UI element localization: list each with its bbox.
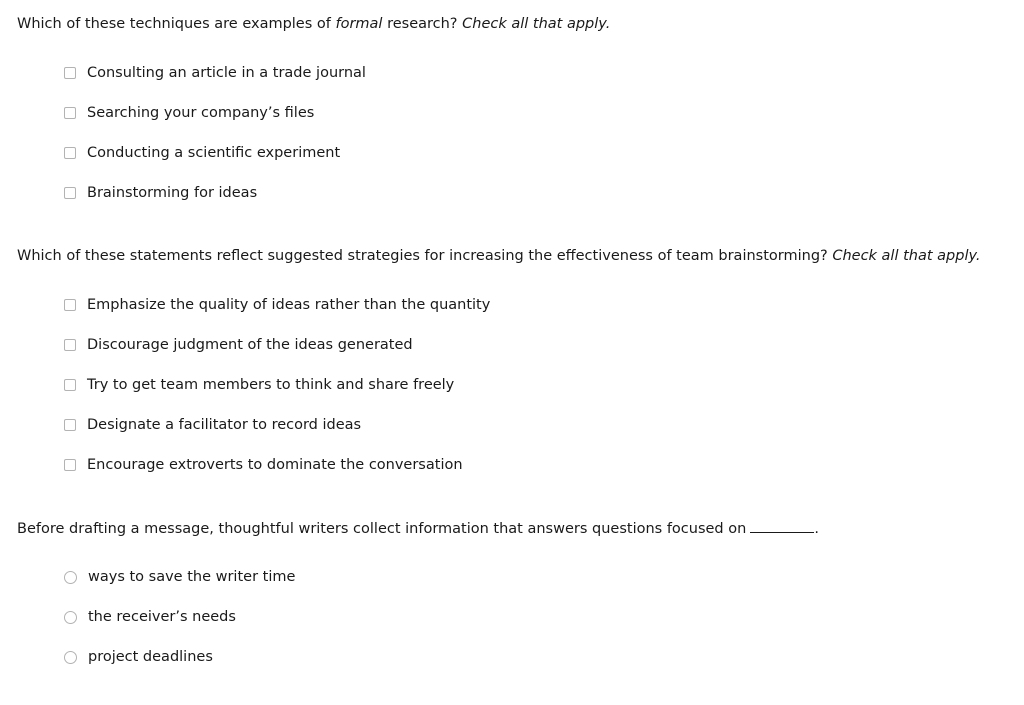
q1-option-scientific-experiment[interactable] [64,144,340,162]
option-label: Discourage judgment of the ideas generated [87,337,413,353]
checkbox[interactable] [64,187,76,199]
option-label: Encourage extroverts to dominate the conversation [87,457,463,473]
q2-option-quality-over-quantity[interactable] [64,296,490,314]
option-label: Conducting a scientific experiment [87,145,341,161]
checkbox[interactable] [64,339,76,351]
checkbox[interactable] [64,67,76,79]
q3-option-project-deadlines[interactable] [64,648,213,666]
question-1-prompt [17,15,610,33]
option-label: ways to save the writer time [88,569,296,585]
q3-option-save-writer-time[interactable] [64,568,295,586]
radio-button[interactable] [64,571,77,584]
question-1-text-start: Which of these techniques are examples of [17,16,336,32]
q2-option-facilitator[interactable] [64,416,361,434]
radio-button[interactable] [64,651,77,664]
checkbox[interactable] [64,107,76,119]
question-2-instruction: Check all that apply. [832,248,981,264]
checkbox[interactable] [64,379,76,391]
q2-option-extroverts-dominate[interactable] [64,456,463,474]
question-2-text: Which of these statements reflect suggested strategies for increasing the effectiveness of team brainstorming? [17,248,833,264]
option-label: Searching your company’s files [87,105,315,121]
option-label: project deadlines [88,649,213,665]
answer-blank [750,519,814,533]
option-label: Consulting an article in a trade journal [87,65,366,81]
checkbox[interactable] [64,419,76,431]
q2-option-discourage-judgment[interactable] [64,336,413,354]
q3-option-receivers-needs[interactable] [64,608,236,626]
checkbox[interactable] [64,299,76,311]
checkbox[interactable] [64,147,76,159]
option-label: the receiver’s needs [88,609,236,625]
option-label: Designate a facilitator to record ideas [87,417,362,433]
question-2-prompt [17,247,981,265]
option-label: Try to get team members to think and share freely [87,377,455,393]
radio-button[interactable] [64,611,77,624]
question-3-prompt [17,519,819,538]
q2-option-think-share-freely[interactable] [64,376,454,394]
option-label: Emphasize the quality of ideas rather than the quantity [87,297,491,313]
q1-option-trade-journal[interactable] [64,64,366,82]
question-1-emphasis: formal [335,16,383,32]
checkbox[interactable] [64,459,76,471]
question-1-instruction: Check all that apply. [462,16,611,32]
q1-option-brainstorming[interactable] [64,184,257,202]
question-3-end-punct: . [814,521,819,537]
question-1-text-end: research? [382,16,463,32]
q1-option-company-files[interactable] [64,104,314,122]
question-3-text: Before drafting a message, thoughtful writers collect information that answers questions focused on [17,521,747,537]
option-label: Brainstorming for ideas [87,185,258,201]
